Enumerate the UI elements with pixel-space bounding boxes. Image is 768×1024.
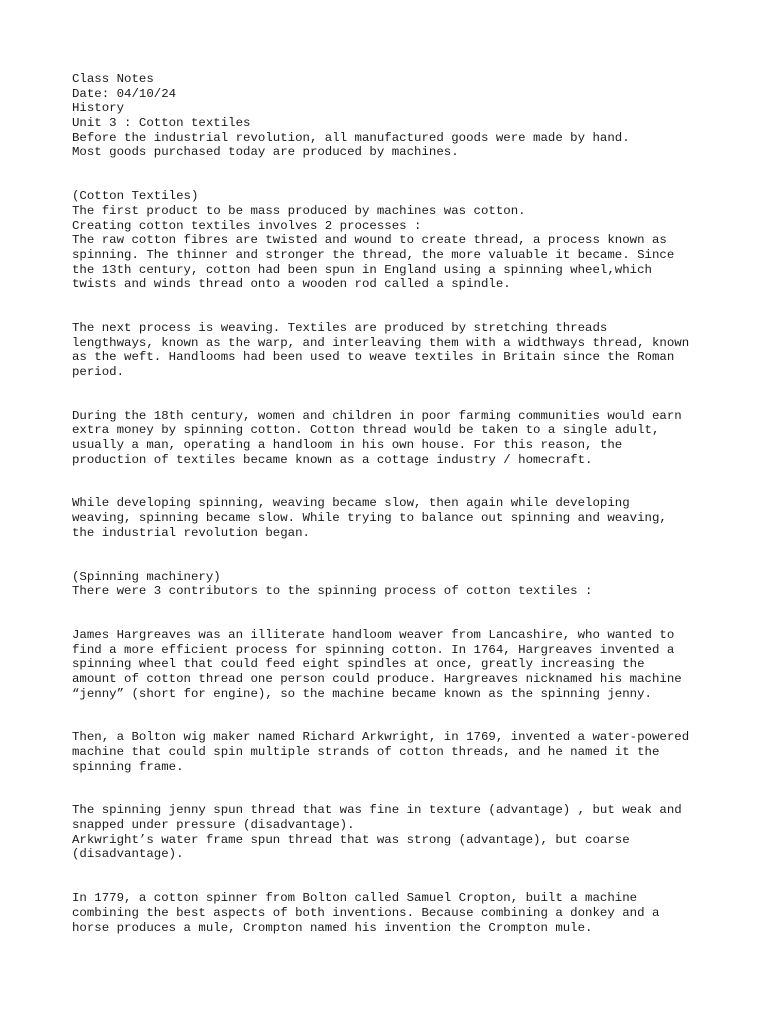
paragraph-line: Arkwright’s water frame spun thread that was strong (advantage), but coarse (72, 832, 630, 847)
cottage-industry-paragraph (72, 409, 732, 468)
paragraph-line: combining the best aspects of both inventions. Because combining a donkey and a (72, 905, 660, 920)
paragraph-line: Creating cotton textiles involves 2 processes : (72, 218, 422, 233)
paragraph-line: spinning frame. (72, 759, 184, 774)
paragraph-line: production of textiles became known as a cottage industry / homecraft. (72, 452, 593, 467)
paragraph-line: the 13th century, cotton had been spun in England using a spinning wheel,which (72, 262, 652, 277)
doc-title: Class Notes (72, 72, 154, 86)
paragraph-line: lengthways, known as the warp, and interleaving them with a widthways thread, known (72, 335, 690, 350)
paragraph-line: period. (72, 365, 125, 379)
document-page (72, 72, 732, 935)
paragraph-line: The raw cotton fibres are twisted and wound to create thread, a process known as (72, 233, 667, 248)
paragraph-line: twists and winds thread onto a wooden rod called a spindle. (72, 277, 511, 292)
paragraph-line: The spinning jenny spun thread that was fine in texture (advantage) , but weak and (72, 803, 682, 818)
paragraph-line: The first product to be mass produced by machines was cotton. (72, 203, 526, 218)
section-heading: (Spinning machinery) (72, 569, 221, 584)
paragraph-line: The next process is weaving. Textiles are produced by stretching threads (72, 320, 608, 335)
doc-unit: Unit 3 : Cotton textiles (72, 116, 251, 131)
comparison-paragraph (72, 803, 732, 862)
cotton-textiles-section (72, 189, 732, 292)
paragraph-line: James Hargreaves was an illiterate handloom weaver from Lancashire, who wanted to (72, 627, 675, 642)
intro-line: Before the industrial revolution, all manufactured goods were made by hand. (72, 130, 630, 145)
paragraph-line: usually a man, operating a handloom in his own house. For this reason, the (72, 438, 623, 453)
paragraph-line: In 1779, a cotton spinner from Bolton called Samuel Cropton, built a machine (72, 891, 638, 906)
paragraph-line: snapped under pressure (disadvantage). (72, 818, 355, 833)
paragraph-line: While developing spinning, weaving became slow, then again while developing (72, 496, 630, 511)
intro-line: Most goods purchased today are produced by machines. (72, 145, 459, 160)
doc-date: Date: 04/10/24 (72, 86, 177, 101)
paragraph-line: weaving, spinning became slow. While trying to balance out spinning and weaving, (72, 511, 667, 526)
paragraph-line: There were 3 contributors to the spinning process of cotton textiles : (72, 584, 593, 599)
balance-paragraph (72, 496, 732, 540)
paragraph-line: amount of cotton thread one person could produce. Hargreaves nicknamed his machine (72, 671, 682, 686)
paragraph-line: as the weft. Handlooms had been used to weave textiles in Britain since the Roman (72, 350, 675, 365)
paragraph-line: horse produces a mule, Crompton named his invention the Crompton mule. (72, 920, 593, 935)
paragraph-line: (disadvantage). (72, 847, 184, 862)
crompton-paragraph (72, 891, 732, 935)
paragraph-line: During the 18th century, women and children in poor farming communities would earn (72, 408, 682, 423)
doc-subject: History (72, 101, 125, 116)
paragraph-line: machine that could spin multiple strands of cotton threads, and he named it the (72, 745, 660, 759)
paragraph-line: find a more efficient process for spinning cotton. In 1764, Hargreaves invented a (72, 642, 675, 657)
spinning-machinery-section (72, 570, 732, 599)
paragraph-line: extra money by spinning cotton. Cotton thread would be taken to a single adult, (72, 423, 660, 438)
paragraph-line: Then, a Bolton wig maker named Richard Arkwright, in 1769, invented a water-powered (72, 730, 690, 745)
weaving-paragraph (72, 321, 732, 380)
paragraph-line: the industrial revolution began. (72, 525, 310, 540)
paragraph-line: spinning wheel that could feed eight spindles at once, greatly increasing the (72, 657, 645, 672)
hargreaves-paragraph (72, 628, 732, 701)
section-heading: (Cotton Textiles) (72, 189, 199, 204)
paragraph-line: “jenny” (short for engine), so the machine became known as the spinning jenny. (72, 686, 652, 701)
header-block (72, 72, 732, 160)
paragraph-line: spinning. The thinner and stronger the thread, the more valuable it became. Since (72, 247, 675, 262)
arkwright-paragraph (72, 730, 732, 774)
